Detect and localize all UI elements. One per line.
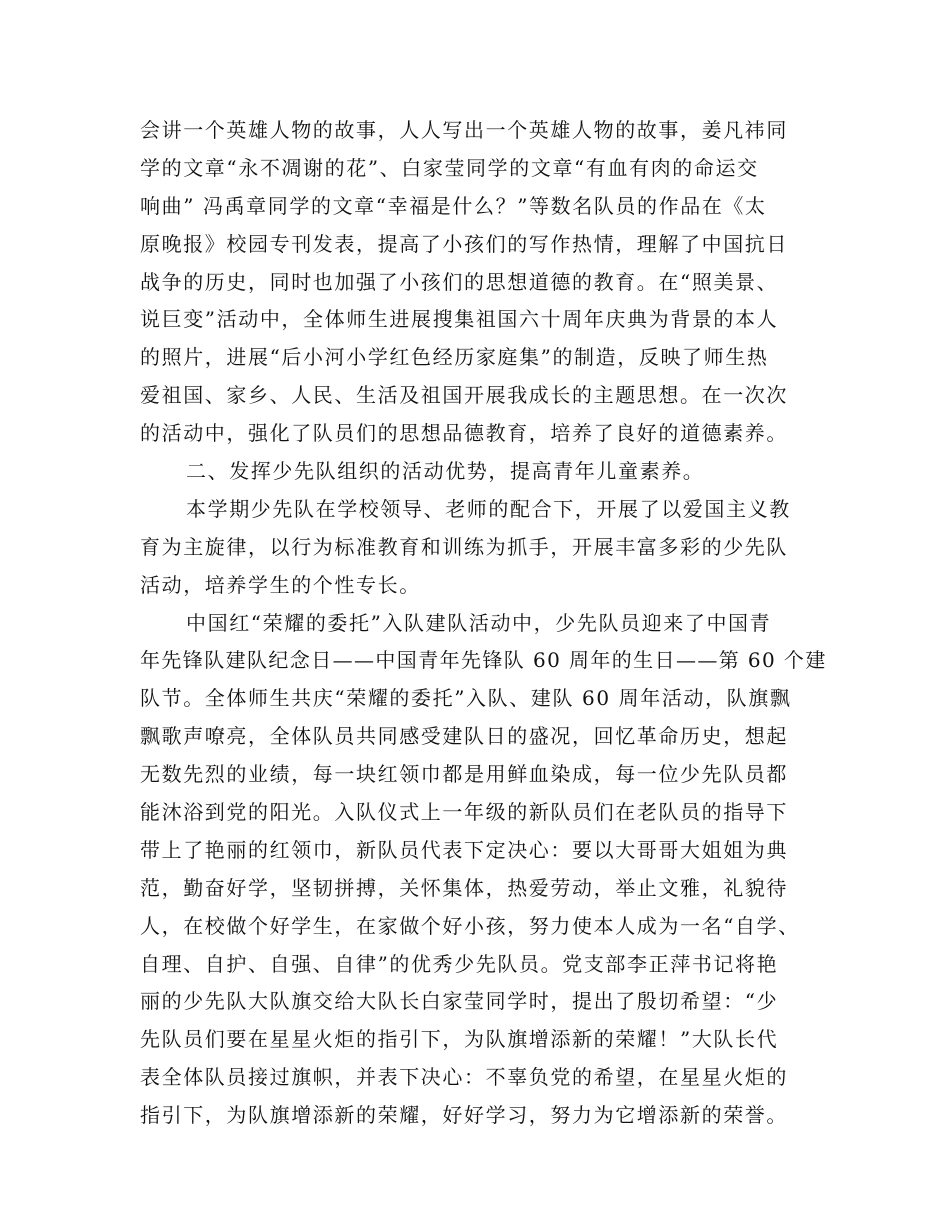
text-line: 的活动中，强化了队员们的思想品德教育，培养了良好的道德素养。 <box>140 421 788 446</box>
text-line: 响曲” 冯禹章同学的文章“幸福是什么？”等数名队员的作品在《太 <box>140 193 767 218</box>
text-line: 飘歌声嘹亮，全体队员共同感受建队日的盛况，回忆革命历史，想起 <box>140 724 788 749</box>
text-line: 范，勤奋好学，坚韧拼搏，关怀集体，热爱劳动，举止文雅，礼貌待 <box>140 875 788 900</box>
text-line: 能沐浴到党的阳光。入队仪式上一年级的新队员们在老队员的指导下 <box>140 800 788 825</box>
text-line: 自理、自护、自强、自律”的优秀少先队员。党支部李正萍书记将艳 <box>140 951 779 976</box>
text-line: 说巨变”活动中，全体师生进展搜集祖国六十周年庆典为背景的本人 <box>140 307 779 332</box>
text-line: 中国红“荣耀的委托”入队建队活动中，少先队员迎来了中国青 <box>186 610 772 635</box>
section-heading: 二、发挥少先队组织的活动优势，提高青年儿童素养。 <box>186 459 705 484</box>
text-line: 队节。全体师生共庆“荣耀的委托”入队、建队 60 周年活动，队旗飘 <box>140 686 792 711</box>
text-line: 活动，培养学生的个性专长。 <box>140 572 421 597</box>
text-line: 本学期少先队在学校领导、老师的配合下，开展了以爱国主义教 <box>186 496 791 521</box>
text-line: 年先锋队建队纪念日——中国青年先锋队 60 周年的生日——第 60 个建 <box>140 648 827 673</box>
text-line: 原晚报》校园专刊发表，提高了小孩们的写作热情，理解了中国抗日 <box>140 231 788 256</box>
text-line: 的照片，进展“后小河小学红色经历家庭集”的制造，反映了师生热 <box>140 345 769 370</box>
text-line: 指引下，为队旗增添新的荣耀，好好学习，努力为它增添新的荣誉。 <box>140 1103 788 1128</box>
text-line: 学的文章“永不凋谢的花”、白家莹同学的文章“有血有肉的命运交 <box>140 155 759 180</box>
text-line: 带上了艳丽的红领巾，新队员代表下定决心：要以大哥哥大姐姐为典 <box>140 837 788 862</box>
text-line: 爱祖国、家乡、人民、生活及祖国开展我成长的主题思想。在一次次 <box>140 383 788 408</box>
text-line: 人，在校做个好学生，在家做个好小孩，努力使本人成为一名“自学、 <box>140 913 800 938</box>
document-body <box>140 112 830 1135</box>
text-line: 育为主旋律，以行为标准教育和训练为抓手，开展丰富多彩的少先队 <box>140 534 788 559</box>
text-line: 战争的历史，同时也加强了小孩们的思想道德的教育。在“照美景、 <box>140 269 779 294</box>
text-line: 先队员们要在星星火炬的指引下，为队旗增添新的荣耀！”大队长代 <box>140 1027 779 1052</box>
text-line: 无数先烈的业绩，每一块红领巾都是用鲜血染成，每一位少先队员都 <box>140 762 788 787</box>
text-line: 丽的少先队大队旗交给大队长白家莹同学时，提出了殷切希望：“少 <box>140 989 779 1014</box>
text-line: 会讲一个英雄人物的故事，人人写出一个英雄人物的故事，姜凡祎同 <box>140 118 788 142</box>
text-line: 表全体队员接过旗帜，并表下决心：不辜负党的希望，在星星火炬的 <box>140 1065 788 1090</box>
